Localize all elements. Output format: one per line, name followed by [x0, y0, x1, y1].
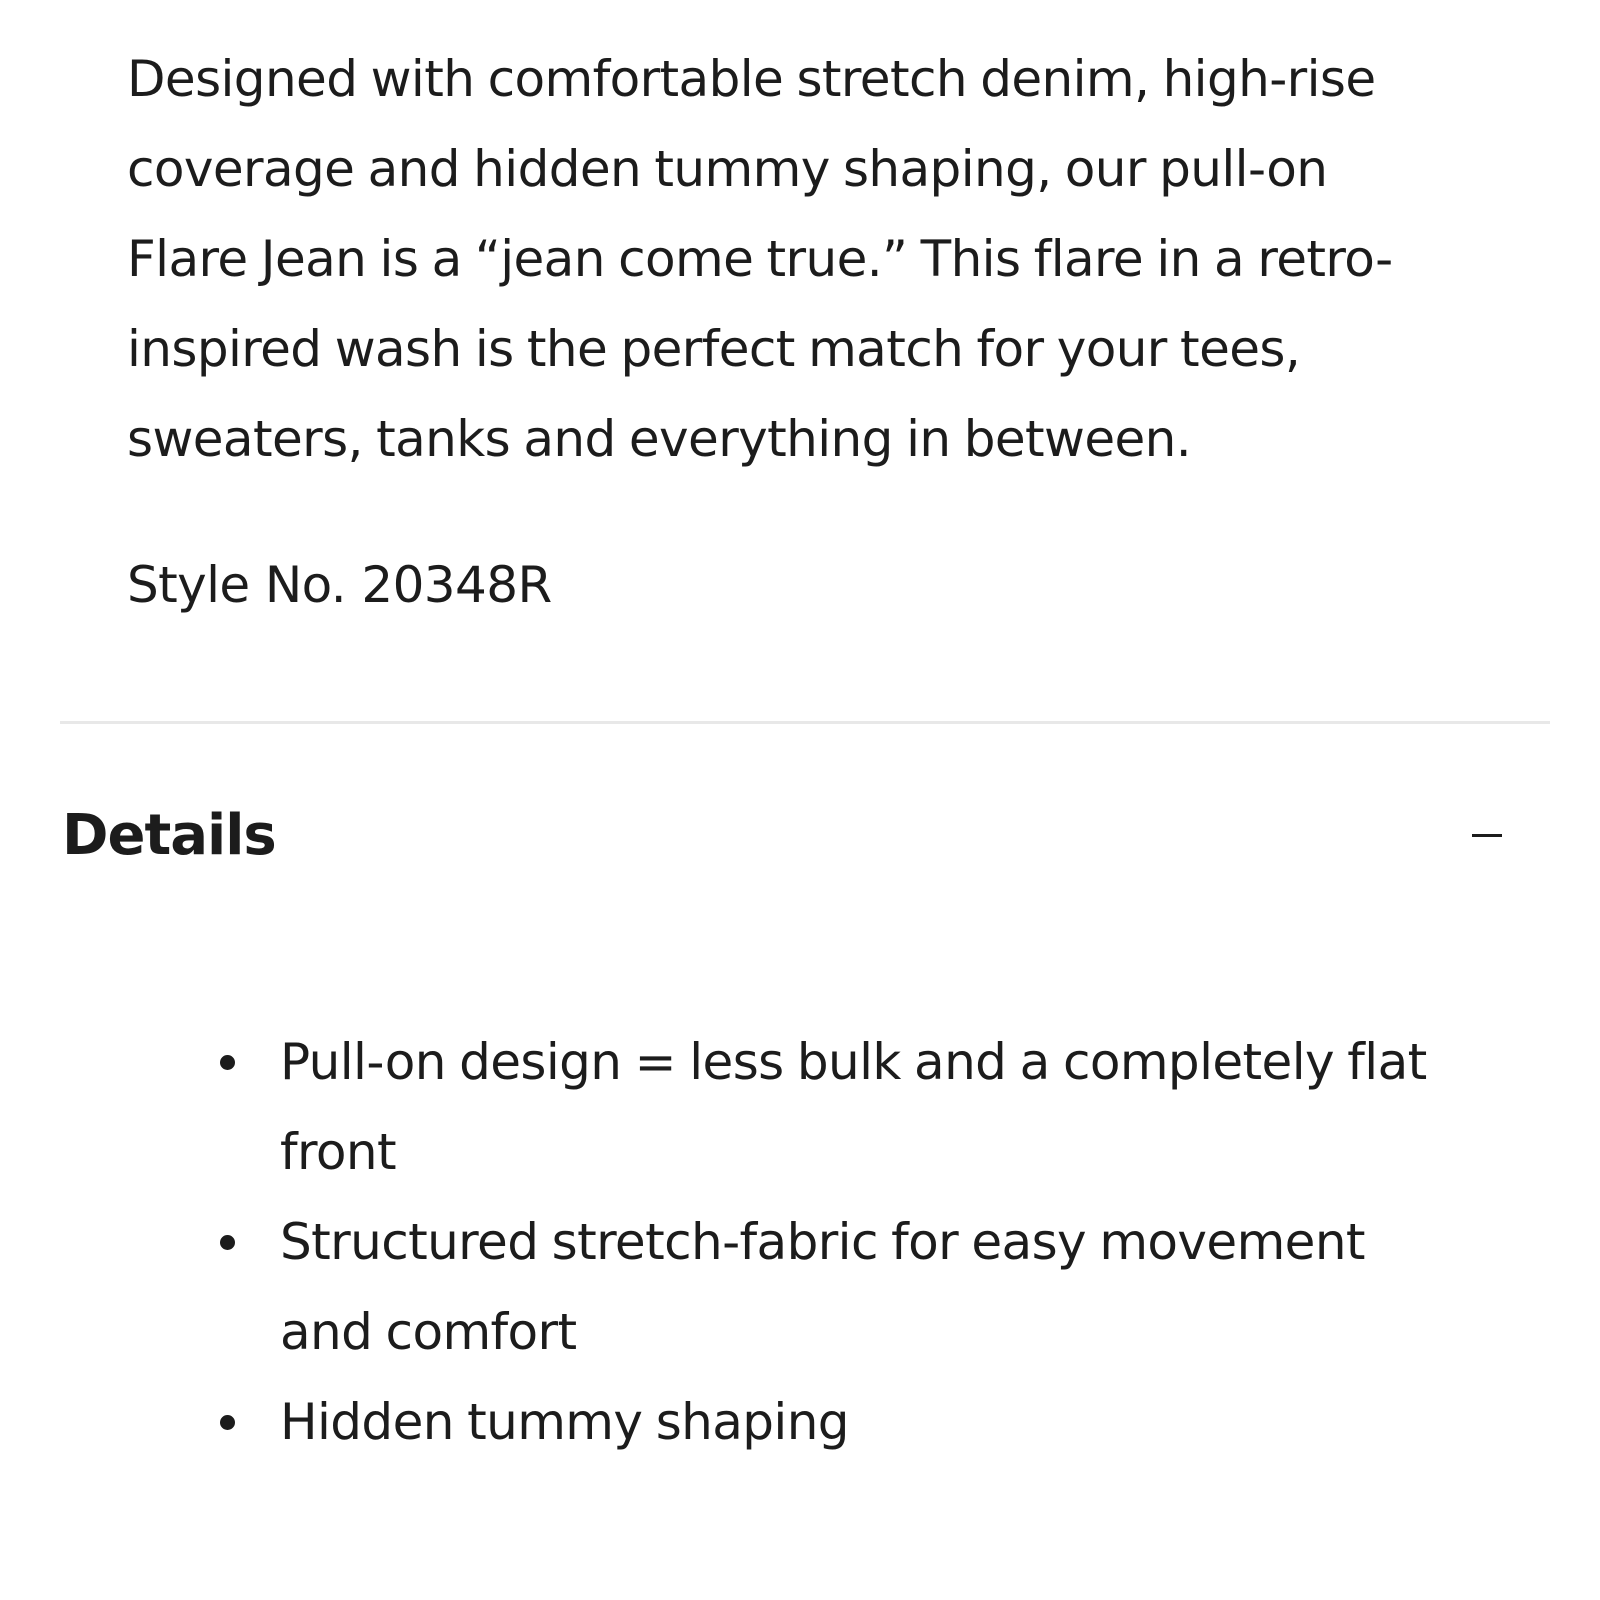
details-list: [280, 1017, 1460, 1467]
minus-icon[interactable]: [1472, 820, 1502, 850]
list-item: Hidden tummy shaping: [280, 1377, 1460, 1467]
product-description: Designed with comfortable stretch denim, high-rise coverage and hidden tummy shaping, our pull-on Flare Jean is a “jean come true.” This flare in a retro-inspired wash is the perfect match for your tees, sweaters, tanks and everything in between.: [127, 50, 1393, 468]
style-number: Style No. 20348R: [127, 556, 552, 614]
list-item: Pull-on design = less bulk and a completely flat front: [280, 1017, 1460, 1197]
list-item: Structured stretch-fabric for easy movement and comfort: [280, 1197, 1460, 1377]
details-accordion-toggle[interactable]: [62, 790, 1502, 880]
details-title: Details: [62, 802, 276, 868]
section-divider: [60, 721, 1550, 724]
